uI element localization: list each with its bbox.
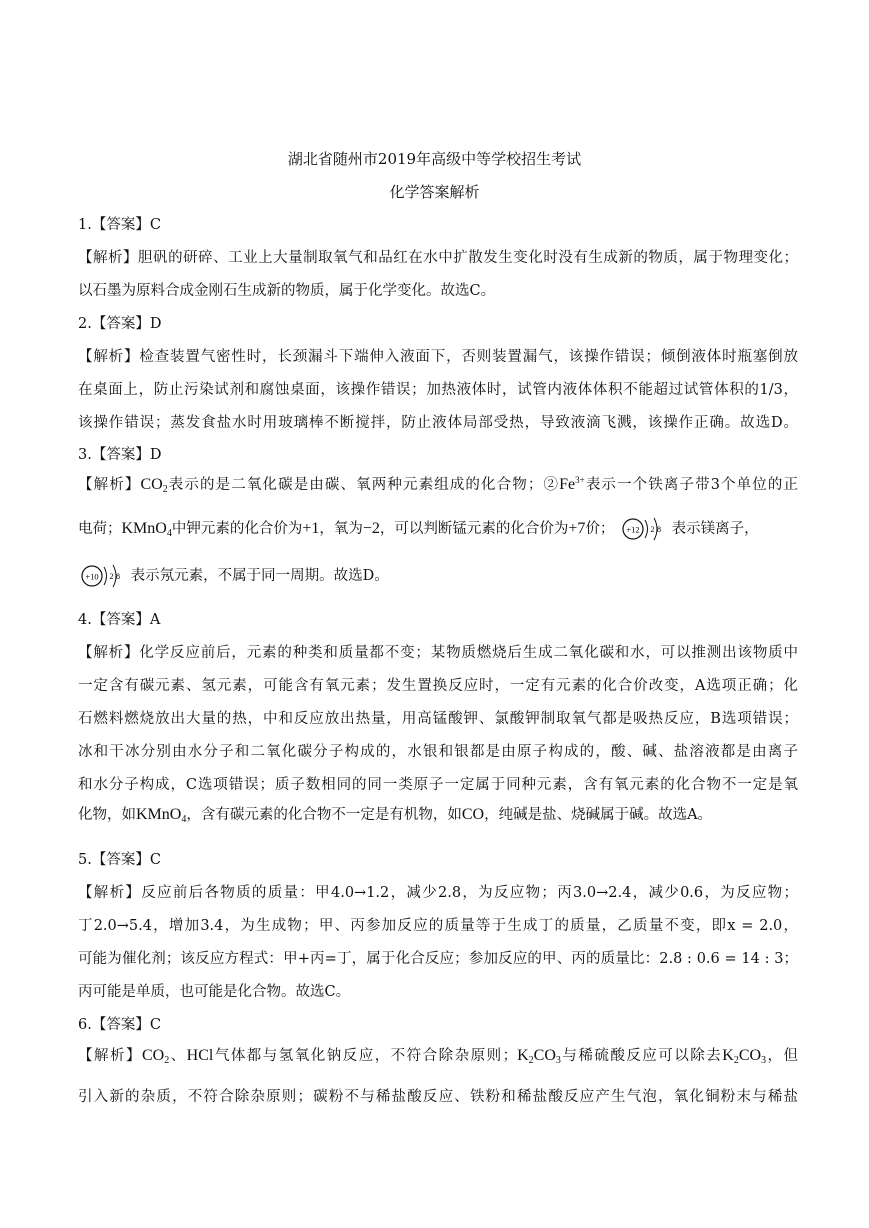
analysis-3-line-3: +10 2 8 表示氖元素，不属于同一周期。故选D。 — [78, 561, 798, 591]
svg-text:2: 2 — [109, 572, 114, 581]
analysis-2-line-2: 在桌面上，防止污染试剂和腐蚀桌面，该操作错误；加热液体时，试管内液体体积不能超过试管体积的1/3， — [78, 382, 798, 398]
analysis-4-line-4: 冰和干冰分别由水分子和二氧化碳分子构成的，水银和银都是由原子构成的，酸、碱、盐溶液都是由离子 — [78, 744, 798, 760]
analysis-5-line-2: 丁2.0→5.4，增加3.4，为生成物；甲、丙参加反应的质量等于生成丁的质量，乙质量不变，即x = 2.0， — [78, 918, 798, 934]
analysis-1-line-1: 【解析】胆矾的研碎、工业上大量制取氧气和品红在水中扩散发生变化时没有生成新的物质，属于物理变化； — [78, 250, 798, 266]
analysis-1-line-2: 以石墨为原料合成金刚石生成新的物质，属于化学变化。故选C。 — [78, 283, 496, 299]
svg-text:8: 8 — [116, 572, 120, 581]
answer-1: 1.【答案】C — [78, 217, 161, 233]
svg-text:+12: +12 — [626, 524, 640, 535]
analysis-3-line-1: 【解析】$CO_2$表示的是二氧化碳是由碳、氧两种元素组成的化合物；$②Fe^{3+}$表示一个铁离子带3个单位的正 — [78, 475, 799, 495]
analysis-6-line-2: 引入新的杂质，不符合除杂原则；碳粉不与稀盐酸反应、铁粉和稀盐酸反应产生气泡，氧化铜粉末与稀盐 — [78, 1089, 798, 1105]
answer-4: 4.【答案】A — [78, 612, 161, 628]
magnesium-ion-structure-icon — [621, 514, 665, 544]
analysis-5-line-4: 丙可能是单质，也可能是化合物。故选C。 — [78, 984, 351, 1000]
analysis-5-line-1: 【解析】反应前后各物质的质量：甲4.0→1.2，减少2.8，为反应物；丙3.0→2.4，减少0.6，为反应物； — [78, 885, 798, 901]
analysis-2-line-3: 该操作错误；蒸发食盐水时用玻璃棒不断搅拌，防止液体局部受热，导致液滴飞溅，该操作正确。故选D。 — [78, 415, 798, 431]
answer-3: 3.【答案】D — [78, 447, 162, 463]
formula-kmno4: KMnO$_4$ — [136, 806, 187, 825]
document-subtitle: 化学答案解析 — [389, 183, 480, 201]
answer-6: 6.【答案】C — [78, 1017, 161, 1033]
answer-5: 5.【答案】C — [78, 852, 161, 868]
svg-text:2: 2 — [650, 525, 655, 534]
analysis-4-line-3: 石燃料燃烧放出大量的热，中和反应放出热量，用高锰酸钾、氯酸钾制取氧气都是吸热反应，B选项错误； — [78, 711, 798, 727]
neon-atom-structure-icon — [80, 561, 124, 591]
formula-fe3: $Fe^{3+}$ — [559, 475, 585, 493]
analysis-6-line-1: 【解析】$CO_2$、HCl气体都与氢氧化钠反应，不符合除杂原则；$K_2CO_3$与稀硫酸反应可以除去$K_2CO_3$，但 — [78, 1047, 799, 1066]
analysis-4-line-2: 一定含有碳元素、氢元素，可能含有氧元素；发生置换反应时，一定有元素的化合价改变，A选项正确；化 — [78, 678, 798, 694]
analysis-4-line-5: 和水分子构成，C选项错误；质子数相同的同一类原子一定属于同种元素，含有氧元素的化合物不一定是氧 — [78, 777, 798, 793]
formula-kmno4: KMnO$_4$ — [121, 520, 172, 539]
analysis-2-line-1: 【解析】检查装置气密性时，长颈漏斗下端伸入液面下，否则装置漏气，该操作错误；倾倒液体时瓶塞倒放 — [78, 349, 798, 365]
analysis-5-line-3: 可能为催化剂；该反应方程式：甲+丙=丁，属于化合反应；参加反应的甲、丙的质量比：2.8 : 0.6 = 14 : 3； — [78, 951, 798, 967]
svg-text:+10: +10 — [85, 571, 99, 582]
answer-2: 2.【答案】D — [78, 316, 162, 332]
document-title: 湖北省随州市2019年高级中等学校招生考试 — [287, 150, 582, 168]
analysis-4-line-1: 【解析】化学反应前后，元素的种类和质量都不变；某物质燃烧后生成二氧化碳和水，可以推测出该物质中 — [78, 645, 798, 661]
formula-co2: $CO_2$ — [140, 476, 168, 495]
svg-text:8: 8 — [657, 525, 662, 534]
formula-co: CO — [461, 806, 485, 823]
analysis-3-line-2: 电荷；KMnO$_4$中钾元素的化合价为+1，氧为−2，可以判断锰元素的化合价为+7价； +12 2 8 表示镁离子， — [78, 514, 798, 544]
analysis-4-line-6: 化物，如KMnO$_4$，含有碳元素的化合物不一定是有机物，如CO，纯碱是盐、烧碱属于碱。故选A。 — [78, 806, 713, 825]
